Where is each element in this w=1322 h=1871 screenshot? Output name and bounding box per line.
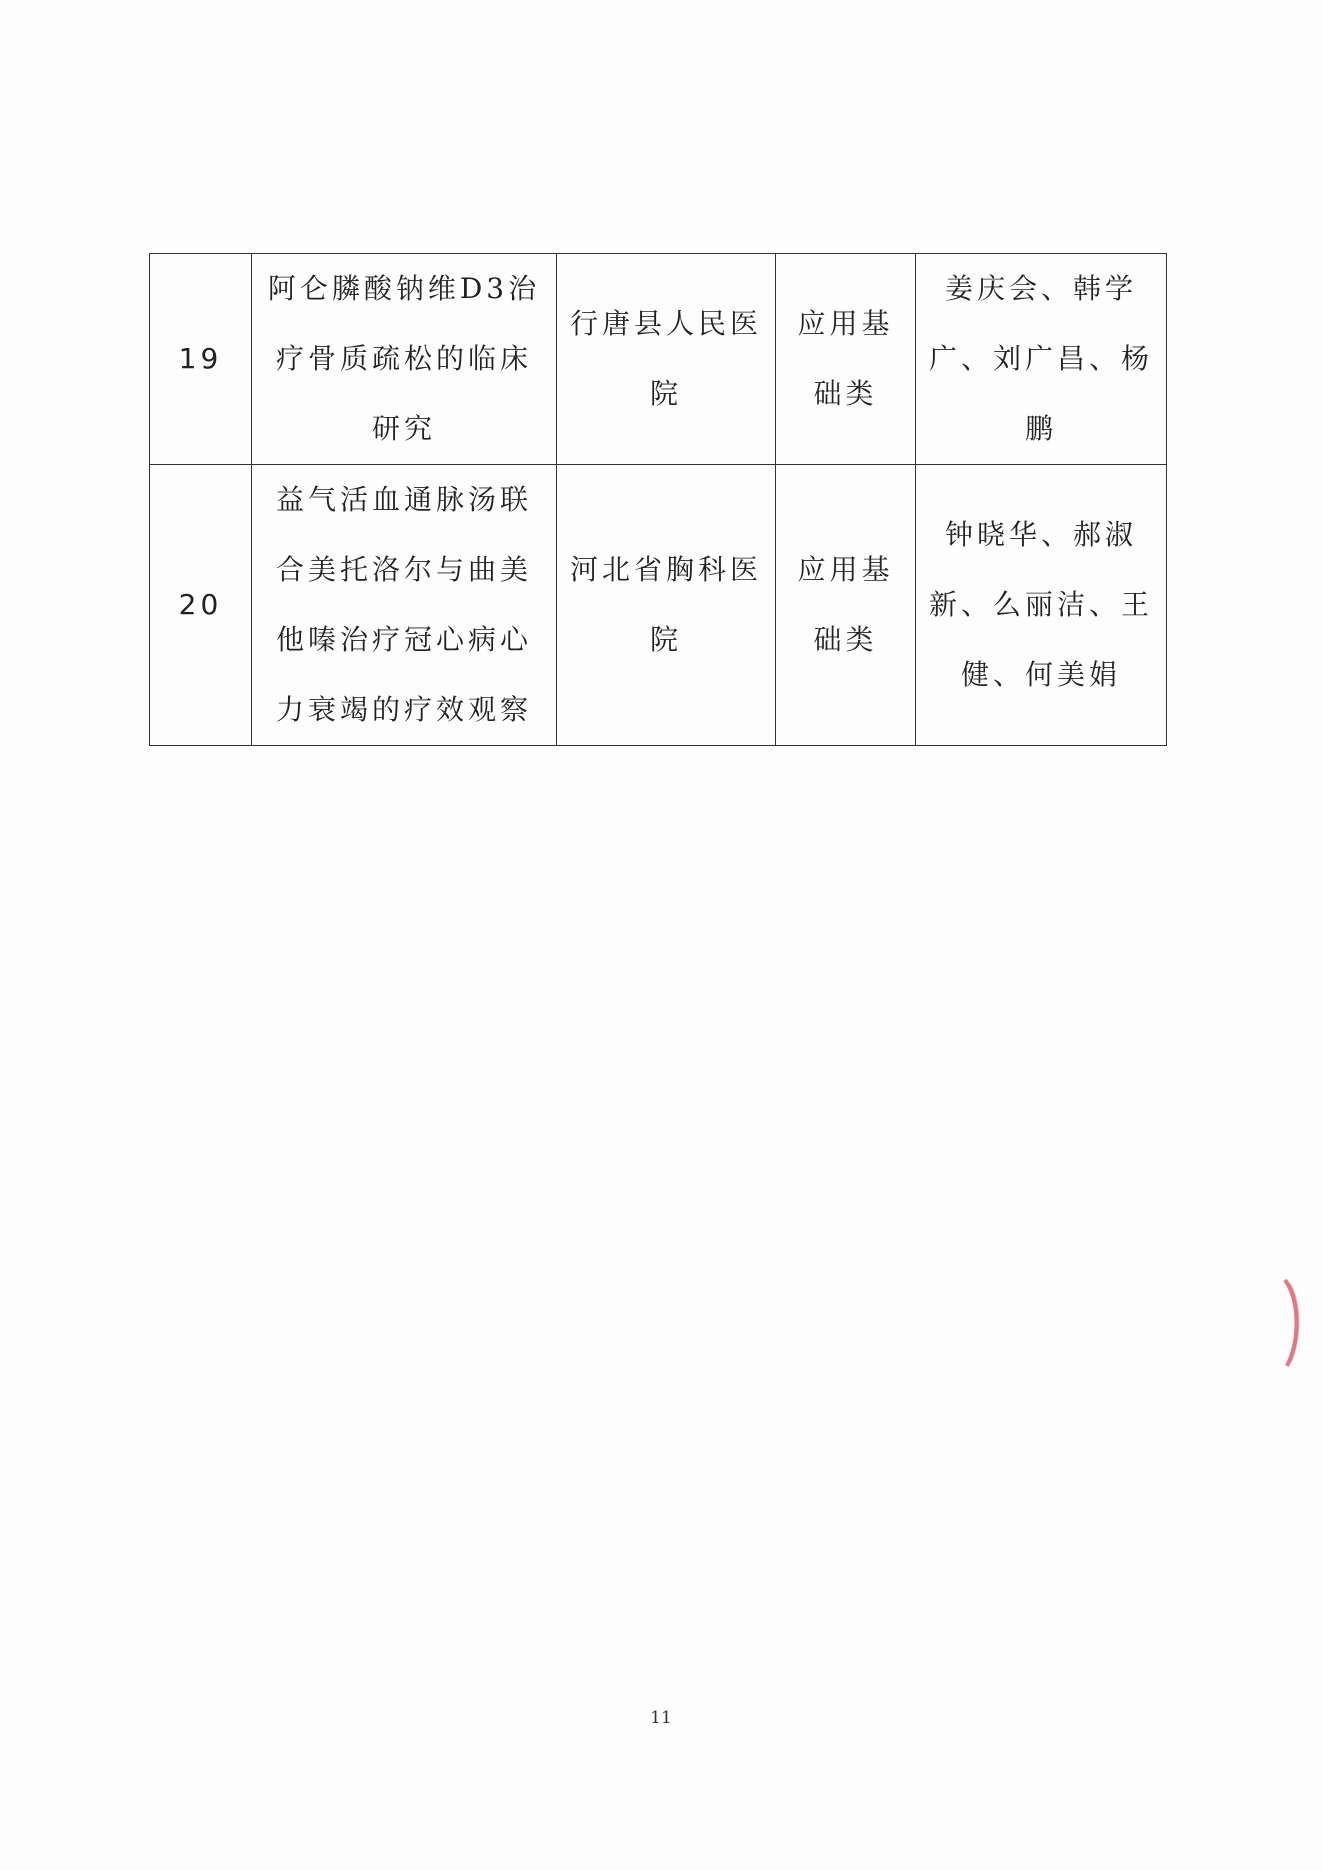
category: 应用基础类 [797, 307, 894, 410]
row-number-cell [150, 254, 252, 465]
seal-edge-mark [1281, 1278, 1303, 1368]
project-title-cell [252, 254, 557, 465]
category-cell [776, 254, 916, 465]
unit-cell [557, 254, 776, 465]
project-title: 阿仑膦酸钠维D3治疗骨质疏松的临床研究 [267, 272, 541, 445]
row-number: 19 [178, 342, 223, 375]
award-table [149, 253, 1167, 746]
page-number: 11 [650, 1708, 672, 1728]
unit-cell [557, 465, 776, 746]
category-cell [776, 465, 916, 746]
people-names: 钟晓华、郝淑新、么丽洁、王健、何美娟 [928, 518, 1153, 691]
row-number: 20 [178, 588, 223, 621]
people-cell [916, 465, 1167, 746]
people-cell [916, 254, 1167, 465]
table-row [150, 465, 1167, 746]
unit-name: 河北省胸科医院 [569, 553, 762, 656]
row-number-cell [150, 465, 252, 746]
project-title: 益气活血通脉汤联合美托洛尔与曲美他嗪治疗冠心病心力衰竭的疗效观察 [275, 483, 532, 726]
project-title-cell [252, 465, 557, 746]
people-names: 姜庆会、韩学广、刘广昌、杨鹏 [928, 272, 1153, 445]
unit-name: 行唐县人民医院 [569, 307, 762, 410]
table-row [150, 254, 1167, 465]
category: 应用基础类 [797, 553, 894, 656]
